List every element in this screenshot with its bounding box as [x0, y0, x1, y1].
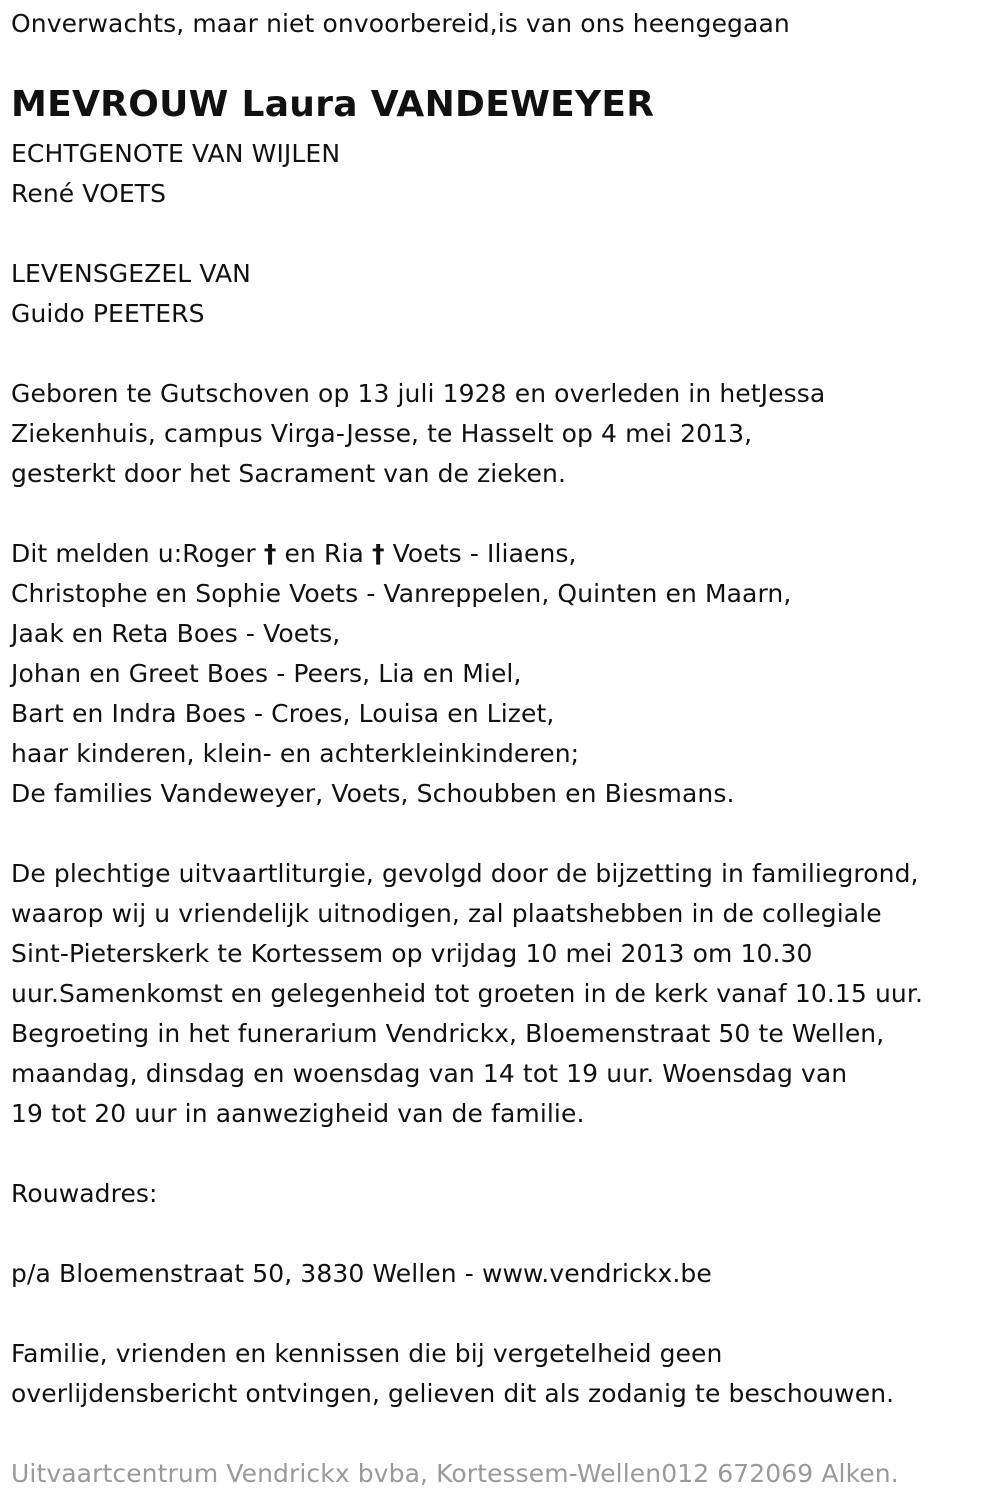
announcement-line: Jaak en Reta Boes - Voets,: [11, 619, 341, 648]
birth-death-line: Geboren te Gutschoven op 13 juli 1928 en overleden in hetJessa: [11, 379, 826, 408]
cross-icon: †: [371, 539, 385, 568]
spouse-label: ECHTGENOTE VAN WIJLEN: [11, 139, 341, 168]
notice-line: Familie, vrienden en kennissen die bij vergetelheid geen: [11, 1339, 723, 1368]
ceremony-line: 19 tot 20 uur in aanwezigheid van de familie.: [11, 1099, 585, 1128]
announcement-line: Bart en Indra Boes - Croes, Louisa en Lizet,: [11, 699, 555, 728]
address-label: Rouwadres:: [11, 1179, 158, 1208]
spouse-name: René VOETS: [11, 179, 167, 208]
intro-line: Onverwachts, maar niet onvoorbereid,is van ons heengegaan: [11, 9, 790, 38]
ceremony-line: Sint-Pieterskerk te Kortessem op vrijdag 10 mei 2013 om 10.30: [11, 939, 813, 968]
birth-death-line: gesterkt door het Sacrament van de zieken.: [11, 459, 566, 488]
footer-funeral-home: Uitvaartcentrum Vendrickx bvba, Kortessem-Wellen012 672069 Alken.: [11, 1459, 899, 1488]
announcement-line: De families Vandeweyer, Voets, Schoubben en Biesmans.: [11, 779, 735, 808]
partner-label: LEVENSGEZEL VAN: [11, 259, 251, 288]
announcement-line: Johan en Greet Boes - Peers, Lia en Miel,: [11, 659, 522, 688]
ceremony-line: uur.Samenkomst en gelegenheid tot groeten in de kerk vanaf 10.15 uur.: [11, 979, 923, 1008]
partner-name: Guido PEETERS: [11, 299, 205, 328]
ceremony-line: maandag, dinsdag en woensdag van 14 tot 19 uur. Woensdag van: [11, 1059, 848, 1088]
address-line: p/a Bloemenstraat 50, 3830 Wellen - www.vendrickx.be: [11, 1259, 712, 1288]
announcement-line: Christophe en Sophie Voets - Vanreppelen, Quinten en Maarn,: [11, 579, 792, 608]
deceased-name: MEVROUW Laura VANDEWEYER: [11, 84, 655, 125]
ceremony-line: waarop wij u vriendelijk uitnodigen, zal plaatshebben in de collegiale: [11, 899, 882, 928]
cross-icon: †: [263, 539, 277, 568]
announcement-text: en Ria: [284, 539, 364, 568]
ceremony-line: Begroeting in het funerarium Vendrickx, Bloemenstraat 50 te Wellen,: [11, 1019, 885, 1048]
birth-death-line: Ziekenhuis, campus Virga-Jesse, te Hasselt op 4 mei 2013,: [11, 419, 753, 448]
ceremony-line: De plechtige uitvaartliturgie, gevolgd door de bijzetting in familiegrond,: [11, 859, 919, 888]
announcement-text: Dit melden u:Roger: [11, 539, 256, 568]
notice-line: overlijdensbericht ontvingen, gelieven dit als zodanig te beschouwen.: [11, 1379, 895, 1408]
announcement-line: haar kinderen, klein- en achterkleinkinderen;: [11, 739, 580, 768]
announcement-first-line: [11, 534, 577, 574]
announcement-text: Voets - Iliaens,: [392, 539, 577, 568]
